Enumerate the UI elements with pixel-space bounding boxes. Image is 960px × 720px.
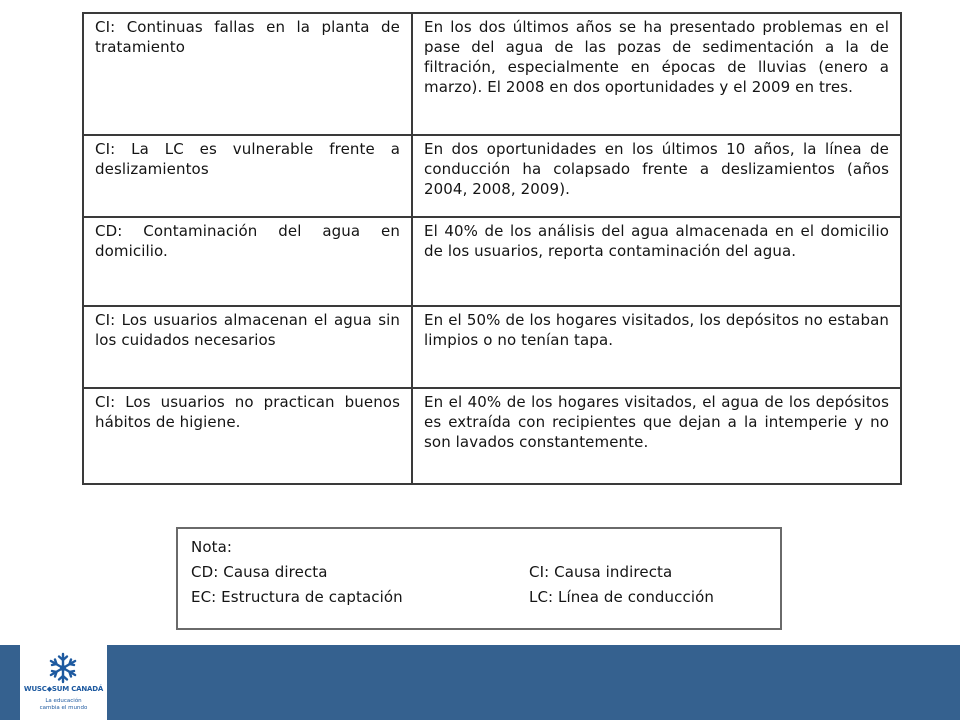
table-row <box>83 135 901 217</box>
note-title: Nota: <box>191 538 233 556</box>
table-row <box>83 217 901 306</box>
cause-cell: CI: Los usuarios no practican buenos hábitos de higiene. <box>83 388 412 484</box>
evidence-cell: En el 40% de los hogares visitados, el agua de los depósitos es extraída con recipientes que dejan a la intemperie y no son lavados constantemente. <box>412 388 901 484</box>
note-lc: LC: Línea de conducción <box>529 588 714 606</box>
cause-cell: CI: La LC es vulnerable frente a deslizamientos <box>83 135 412 217</box>
logo-name: WUSC◆SUM CANADÁ <box>23 685 104 693</box>
evidence-cell: En dos oportunidades en los últimos 10 años, la línea de conducción ha colapsado frente a deslizamientos (años 2004, 2008, 2009). <box>412 135 901 217</box>
footer-bar <box>0 645 960 720</box>
evidence-cell: En el 50% de los hogares visitados, los depósitos no estaban limpios o no tenían tapa. <box>412 306 901 388</box>
logo-slogan-line: cambia el mundo <box>39 705 88 711</box>
cause-cell: CI: Los usuarios almacenan el agua sin los cuidados necesarios <box>83 306 412 388</box>
evidence-cell: El 40% de los análisis del agua almacenada en el domicilio de los usuarios, reporta contaminación del agua. <box>412 217 901 306</box>
cause-cell: CD: Contaminación del agua en domicilio. <box>83 217 412 306</box>
logo-slogan <box>20 698 107 712</box>
note-cd: CD: Causa directa <box>191 563 328 581</box>
note-ci: CI: Causa indirecta <box>529 563 673 581</box>
note-ec: EC: Estructura de captación <box>191 588 403 606</box>
table-row <box>83 13 901 135</box>
note-row <box>191 582 767 613</box>
cause-cell: CI: Continuas fallas en la planta de tratamiento <box>83 13 412 135</box>
table-row <box>83 388 901 484</box>
evidence-cell: En los dos últimos años se ha presentado problemas en el pase del agua de las pozas de sedimentación a la de filtración, especialmente en épocas de lluvias (enero a marzo). El 2008 en dos oportunidades y el 2009 en tres. <box>412 13 901 135</box>
wusc-logo <box>20 645 107 720</box>
table-row <box>83 306 901 388</box>
legend-note-box <box>176 527 782 630</box>
causes-evidence-table <box>82 12 902 485</box>
snowflake-icon <box>47 652 79 684</box>
logo-slogan-line: La educación <box>45 698 82 704</box>
